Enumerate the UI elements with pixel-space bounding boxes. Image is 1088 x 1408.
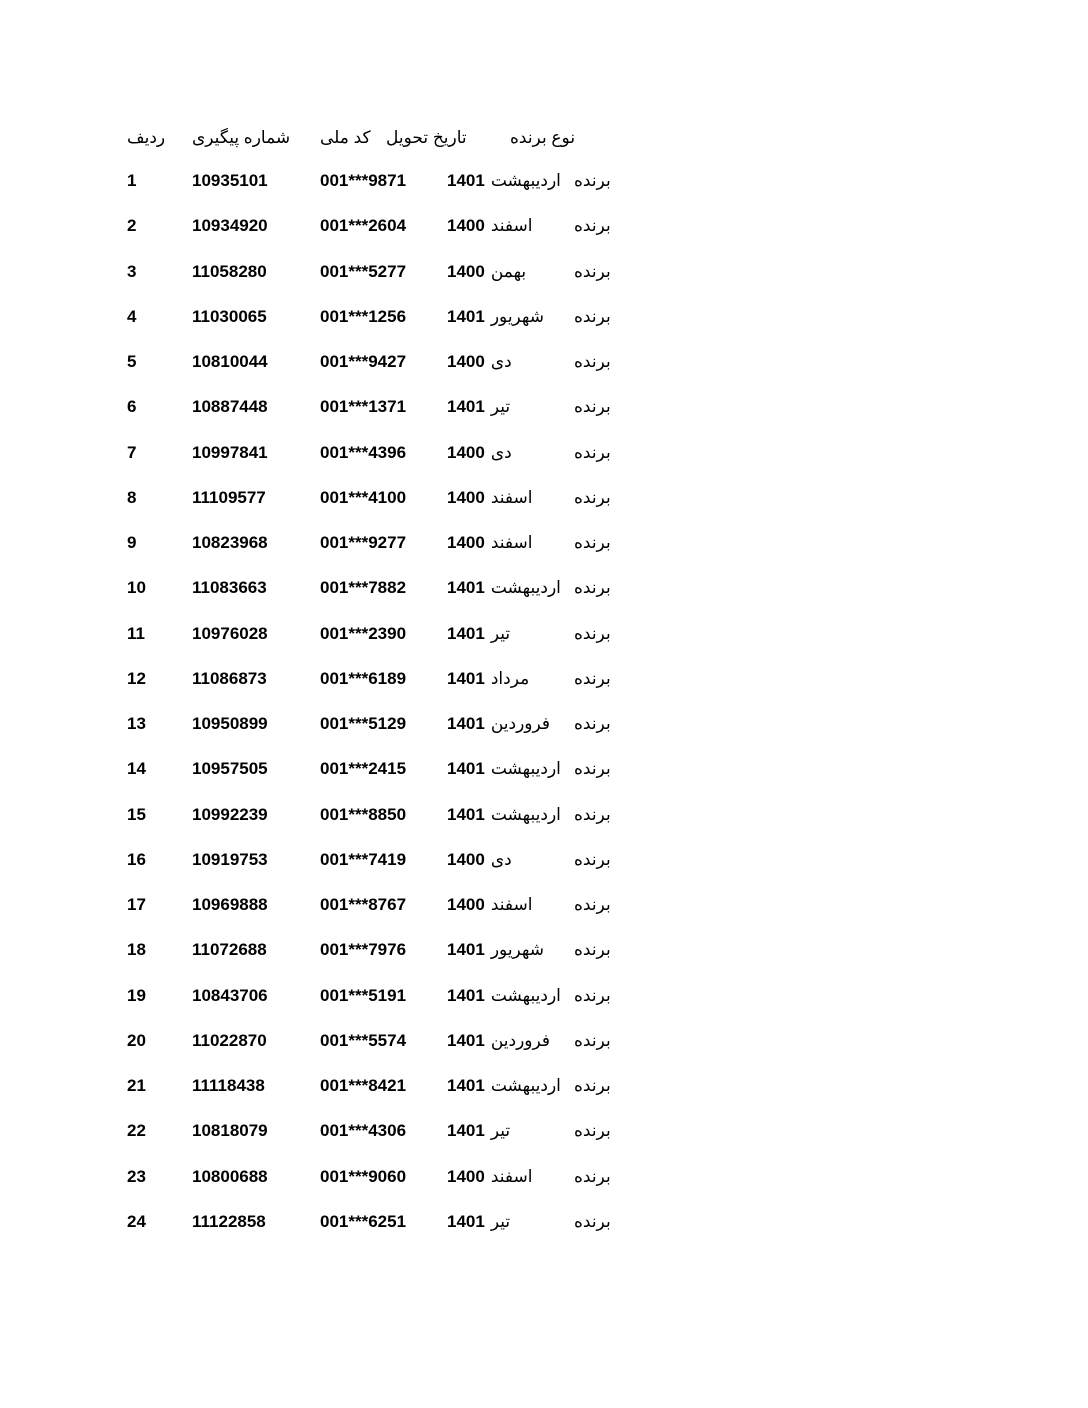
national-code: 001***2604 [320, 216, 407, 236]
header-national-code: کد ملی [320, 128, 371, 147]
national-code: 001***4306 [320, 1121, 407, 1141]
delivery-date [447, 307, 544, 327]
table-row [0, 895, 1088, 940]
table-row [0, 940, 1088, 985]
delivery-month: تیر [490, 397, 511, 417]
row-number: 4 [127, 306, 137, 326]
winner-type: برنده [574, 487, 611, 507]
delivery-month: اسفند [490, 1166, 533, 1186]
delivery-year: 1401 [447, 1121, 485, 1141]
delivery-year: 1400 [447, 352, 485, 371]
row-number: 15 [127, 804, 146, 824]
national-code: 001***9871 [320, 171, 407, 190]
delivery-date [447, 1031, 550, 1051]
delivery-year: 1401 [447, 985, 485, 1005]
winner-type: برنده [574, 442, 611, 462]
header-delivery-date: تاریخ تحویل [386, 128, 467, 147]
delivery-month: دی [490, 352, 512, 371]
tracking-number: 11072688 [192, 940, 267, 960]
row-number: 10 [127, 578, 146, 598]
winner-type: برنده [574, 578, 611, 598]
table-row [0, 352, 1088, 397]
tracking-number: 10935101 [192, 171, 268, 190]
national-code: 001***1371 [320, 397, 407, 417]
delivery-month: تیر [490, 1121, 511, 1141]
tracking-number: 11122858 [192, 1211, 266, 1231]
table-row [0, 759, 1088, 804]
delivery-year: 1401 [447, 171, 485, 190]
row-number: 18 [127, 940, 146, 960]
delivery-date [447, 759, 561, 779]
winner-type: برنده [574, 352, 611, 371]
delivery-date [447, 940, 544, 960]
delivery-year: 1401 [447, 759, 485, 779]
delivery-date [447, 1076, 561, 1096]
tracking-number: 11022870 [192, 1030, 267, 1050]
winner-type: برنده [574, 216, 611, 236]
tracking-number: 11030065 [192, 306, 267, 326]
national-code: 001***8767 [320, 895, 407, 914]
winner-type: برنده [574, 1166, 611, 1186]
delivery-year: 1401 [447, 668, 485, 688]
row-number: 12 [127, 668, 146, 688]
tracking-number: 10818079 [192, 1121, 268, 1141]
delivery-date [447, 216, 532, 236]
delivery-month: فروردین [490, 714, 550, 733]
tracking-number: 10976028 [192, 623, 268, 643]
tracking-number: 10843706 [192, 985, 268, 1005]
delivery-year: 1400 [447, 895, 485, 914]
delivery-date [447, 714, 550, 734]
delivery-date [447, 1212, 510, 1232]
table-row [0, 262, 1088, 307]
delivery-year: 1400 [447, 487, 485, 507]
delivery-month: اردیبهشت [490, 985, 561, 1005]
tracking-number: 10919753 [192, 849, 268, 869]
delivery-year: 1401 [447, 940, 485, 960]
table-row [0, 1167, 1088, 1212]
delivery-date [447, 262, 526, 282]
tracking-number: 10823968 [192, 533, 268, 552]
delivery-month: اردیبهشت [490, 1076, 561, 1095]
row-number: 11 [127, 623, 145, 643]
tracking-number: 11118438 [192, 1076, 265, 1095]
row-number: 7 [127, 442, 137, 462]
delivery-month: شهریور [490, 940, 545, 960]
delivery-date [447, 488, 532, 508]
table-row [0, 624, 1088, 669]
delivery-year: 1401 [447, 1211, 485, 1231]
delivery-month: تیر [490, 623, 511, 643]
table-row [0, 216, 1088, 261]
winner-type: برنده [574, 623, 611, 643]
table-row [0, 669, 1088, 714]
table-row [0, 850, 1088, 895]
delivery-month: دی [490, 849, 512, 869]
national-code: 001***6189 [320, 668, 407, 688]
national-code: 001***4100 [320, 487, 407, 507]
row-number: 1 [127, 171, 137, 190]
winner-type: برنده [574, 849, 611, 869]
delivery-date [447, 1121, 510, 1141]
tracking-number: 10992239 [192, 804, 268, 824]
delivery-year: 1401 [447, 578, 485, 598]
winner-type: برنده [574, 306, 611, 326]
header-radif: ردیف [127, 128, 166, 147]
delivery-month: دی [490, 442, 512, 462]
delivery-month: اردیبهشت [490, 759, 561, 779]
national-code: 001***8850 [320, 804, 407, 824]
delivery-month: اسفند [490, 216, 533, 236]
delivery-year: 1401 [447, 804, 485, 824]
delivery-month: تیر [490, 1211, 511, 1231]
table-row [0, 171, 1088, 216]
winner-type: برنده [574, 1211, 611, 1231]
row-number: 22 [127, 1121, 146, 1141]
delivery-date [447, 533, 532, 553]
national-code: 001***2390 [320, 623, 407, 643]
table-row [0, 488, 1088, 533]
delivery-year: 1401 [447, 714, 485, 733]
row-number: 23 [127, 1166, 146, 1186]
delivery-date [447, 397, 510, 417]
delivery-year: 1400 [447, 849, 485, 869]
row-number: 17 [127, 895, 146, 914]
table-header [0, 128, 1088, 152]
delivery-year: 1401 [447, 623, 485, 643]
winner-type: برنده [574, 940, 611, 960]
tracking-number: 11109577 [192, 487, 266, 507]
winner-type: برنده [574, 804, 611, 824]
tracking-number: 11058280 [192, 261, 267, 281]
winner-type: برنده [574, 895, 611, 914]
winner-type: برنده [574, 985, 611, 1005]
delivery-year: 1400 [447, 533, 485, 552]
tracking-number: 10800688 [192, 1166, 268, 1186]
national-code: 001***5129 [320, 714, 407, 733]
row-number: 13 [127, 714, 146, 733]
delivery-date [447, 1167, 532, 1187]
row-number: 2 [127, 216, 137, 236]
header-winner-type: نوع برنده [510, 128, 576, 147]
row-number: 21 [127, 1076, 146, 1095]
table-row [0, 1076, 1088, 1121]
row-number: 19 [127, 985, 146, 1005]
delivery-month: اسفند [490, 895, 533, 914]
table-row [0, 714, 1088, 759]
national-code: 001***9427 [320, 352, 407, 371]
delivery-date [447, 578, 561, 598]
delivery-year: 1400 [447, 216, 485, 236]
delivery-year: 1400 [447, 442, 485, 462]
delivery-month: شهریور [490, 306, 545, 326]
winner-type: برنده [574, 1121, 611, 1141]
delivery-date [447, 986, 561, 1006]
winner-type: برنده [574, 261, 611, 281]
table-row [0, 397, 1088, 442]
row-number: 8 [127, 487, 137, 507]
tracking-number: 10957505 [192, 759, 268, 779]
delivery-year: 1400 [447, 1166, 485, 1186]
delivery-date [447, 669, 529, 689]
winner-type: برنده [574, 397, 611, 417]
table-row [0, 307, 1088, 352]
table-row [0, 986, 1088, 1031]
delivery-date [447, 850, 512, 870]
winner-type: برنده [574, 533, 611, 552]
national-code: 001***5574 [320, 1030, 407, 1050]
delivery-month: بهمن [490, 261, 527, 281]
national-code: 001***9060 [320, 1166, 407, 1186]
delivery-date [447, 171, 561, 191]
winner-type: برنده [574, 171, 611, 190]
delivery-month: اردیبهشت [490, 578, 561, 598]
national-code: 001***8421 [320, 1076, 407, 1095]
national-code: 001***4396 [320, 442, 407, 462]
winner-type: برنده [574, 759, 611, 779]
delivery-date [447, 352, 512, 372]
row-number: 20 [127, 1030, 146, 1050]
winner-type: برنده [574, 1076, 611, 1095]
table-row [0, 805, 1088, 850]
delivery-month: اردیبهشت [490, 171, 561, 190]
tracking-number: 10934920 [192, 216, 268, 236]
national-code: 001***7976 [320, 940, 407, 960]
national-code: 001***5277 [320, 261, 407, 281]
delivery-year: 1401 [447, 1076, 485, 1095]
tracking-number: 11083663 [192, 578, 267, 598]
delivery-year: 1401 [447, 1030, 485, 1050]
delivery-year: 1401 [447, 397, 485, 417]
row-number: 9 [127, 533, 137, 552]
row-number: 24 [127, 1211, 146, 1231]
delivery-year: 1400 [447, 261, 485, 281]
delivery-date [447, 624, 510, 644]
table-row [0, 578, 1088, 623]
delivery-month: اسفند [490, 533, 533, 552]
delivery-month: فروردین [490, 1030, 550, 1050]
winners-table-body [0, 171, 1088, 1257]
delivery-month: اردیبهشت [490, 804, 561, 824]
tracking-number: 10997841 [192, 442, 268, 462]
national-code: 001***7882 [320, 578, 407, 598]
table-row [0, 533, 1088, 578]
tracking-number: 10969888 [192, 895, 268, 914]
delivery-month: مرداد [490, 668, 530, 688]
tracking-number: 10887448 [192, 397, 268, 417]
delivery-month: اسفند [490, 487, 533, 507]
row-number: 6 [127, 397, 137, 417]
delivery-year: 1401 [447, 306, 485, 326]
national-code: 001***6251 [320, 1211, 407, 1231]
winner-type: برنده [574, 668, 611, 688]
row-number: 5 [127, 352, 137, 371]
table-row [0, 1031, 1088, 1076]
row-number: 16 [127, 849, 146, 869]
row-number: 3 [127, 261, 137, 281]
national-code: 001***1256 [320, 306, 407, 326]
delivery-date [447, 805, 561, 825]
national-code: 001***5191 [320, 985, 407, 1005]
table-row [0, 1212, 1088, 1257]
row-number: 14 [127, 759, 146, 779]
national-code: 001***7419 [320, 849, 407, 869]
table-row [0, 443, 1088, 488]
tracking-number: 10810044 [192, 352, 268, 371]
delivery-date [447, 443, 512, 463]
national-code: 001***9277 [320, 533, 407, 552]
table-row [0, 1121, 1088, 1166]
tracking-number: 11086873 [192, 668, 267, 688]
winner-type: برنده [574, 714, 611, 733]
winner-type: برنده [574, 1030, 611, 1050]
header-tracking-number: شماره پیگیری [192, 128, 291, 147]
delivery-date [447, 895, 532, 915]
tracking-number: 10950899 [192, 714, 268, 733]
national-code: 001***2415 [320, 759, 407, 779]
